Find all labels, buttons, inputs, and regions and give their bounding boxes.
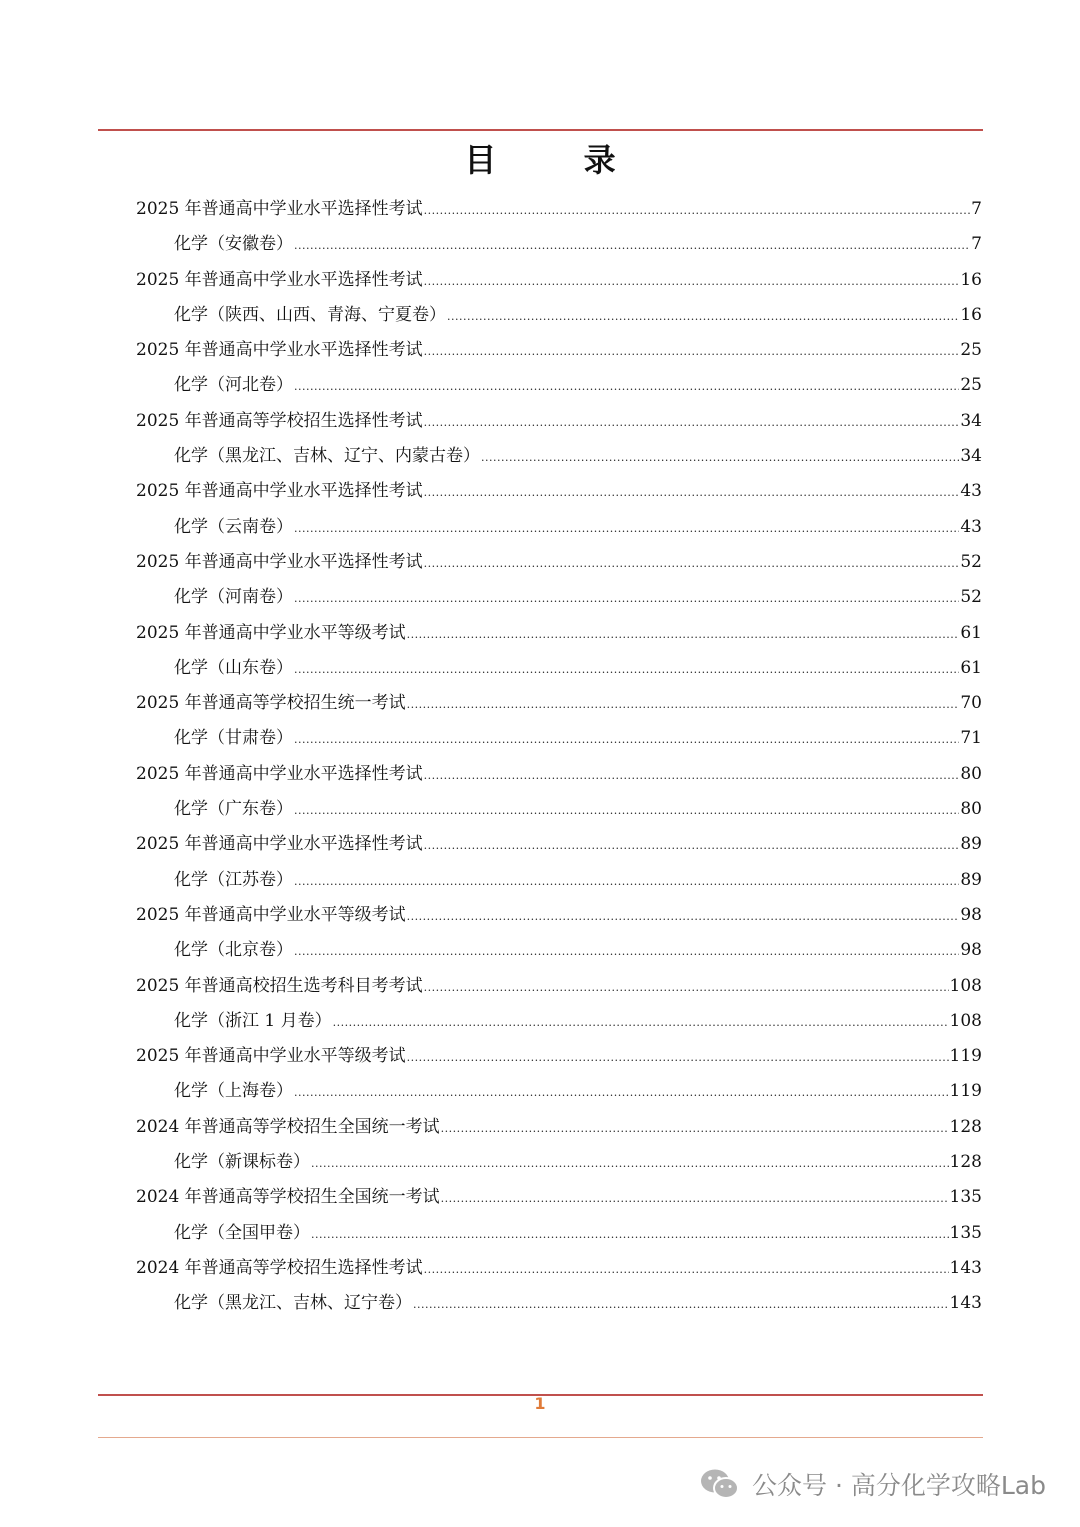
toc-entry-title: 化学（黑龙江、吉林、辽宁卷） <box>174 1293 412 1314</box>
table-of-contents <box>136 192 982 1322</box>
toc-entry-title: 化学（陕西、山西、青海、宁夏卷） <box>174 304 446 325</box>
toc-entry[interactable] <box>136 404 982 439</box>
toc-entry-title: 2025 年普通高中学业水平等级考试 <box>136 622 406 643</box>
toc-dot-leader <box>294 722 959 757</box>
toc-entry-title: 化学（全国甲卷） <box>174 1222 310 1243</box>
toc-entry[interactable] <box>136 969 982 1004</box>
toc-entry[interactable] <box>136 298 982 333</box>
toc-dot-leader <box>481 440 959 475</box>
toc-entry-title: 2025 年普通高中学业水平选择性考试 <box>136 269 423 290</box>
toc-entry-title: 2025 年普通高中学业水平选择性考试 <box>136 481 423 502</box>
toc-entry-title: 2024 年普通高等学校招生全国统一考试 <box>136 1187 440 1208</box>
toc-entry-title: 化学（北京卷） <box>174 940 293 961</box>
toc-entry-title: 化学（甘肃卷） <box>174 728 293 749</box>
toc-entry-page: 135 <box>949 1187 982 1208</box>
toc-entry-title: 2025 年普通高等学校招生统一考试 <box>136 693 406 714</box>
toc-entry-page: 52 <box>960 587 982 608</box>
toc-entry-page: 108 <box>949 1010 982 1031</box>
toc-entry[interactable] <box>136 1251 982 1286</box>
toc-entry-page: 119 <box>949 1046 982 1067</box>
toc-dot-leader <box>424 193 971 228</box>
toc-dot-leader <box>407 687 960 722</box>
toc-entry-title: 化学（广东卷） <box>174 799 293 820</box>
toc-entry-page: 143 <box>949 1293 982 1314</box>
toc-entry-page: 61 <box>960 622 982 643</box>
toc-entry-page: 89 <box>960 834 982 855</box>
toc-entry[interactable] <box>136 1004 982 1039</box>
toc-dot-leader <box>294 864 959 899</box>
toc-dot-leader <box>407 899 960 934</box>
toc-dot-leader <box>333 1005 949 1040</box>
toc-dot-leader <box>294 369 959 404</box>
toc-entry-title: 2025 年普通高校招生选考科目考考试 <box>136 975 423 996</box>
toc-entry-title: 2024 年普通高等学校招生全国统一考试 <box>136 1116 440 1137</box>
wechat-icon <box>698 1466 742 1502</box>
toc-entry-page: 25 <box>960 375 982 396</box>
toc-entry[interactable] <box>136 1145 982 1180</box>
toc-entry[interactable] <box>136 686 982 721</box>
toc-entry[interactable] <box>136 827 982 862</box>
toc-entry-page: 16 <box>960 304 982 325</box>
toc-entry[interactable] <box>136 898 982 933</box>
toc-entry-page: 80 <box>960 799 982 820</box>
toc-dot-leader <box>424 405 960 440</box>
watermark-text: 公众号 · 高分化学攻略Lab <box>752 1471 1046 1500</box>
toc-entry[interactable] <box>136 1074 982 1109</box>
toc-entry-page: 71 <box>960 728 982 749</box>
toc-entry-title: 化学（河南卷） <box>174 587 293 608</box>
toc-entry-page: 34 <box>960 446 982 467</box>
toc-entry-title: 2025 年普通高等学校招生选择性考试 <box>136 410 423 431</box>
toc-entry-title: 化学（江苏卷） <box>174 869 293 890</box>
header-rule <box>98 129 983 131</box>
toc-entry[interactable] <box>136 1216 982 1251</box>
toc-dot-leader <box>424 546 960 581</box>
toc-dot-leader <box>424 828 960 863</box>
toc-entry-title: 2025 年普通高中学业水平选择性考试 <box>136 340 423 361</box>
toc-entry-title: 化学（山东卷） <box>174 657 293 678</box>
toc-dot-leader <box>424 264 960 299</box>
toc-entry-title: 化学（黑龙江、吉林、辽宁、内蒙古卷） <box>174 446 480 467</box>
toc-dot-leader <box>294 1075 949 1110</box>
toc-entry-page: 128 <box>949 1116 982 1137</box>
toc-entry-page: 52 <box>960 551 982 572</box>
toc-entry[interactable] <box>136 1286 982 1321</box>
toc-entry-title: 化学（河北卷） <box>174 375 293 396</box>
page-number: 1 <box>534 1394 546 1413</box>
toc-entry-page: 135 <box>949 1222 982 1243</box>
toc-dot-leader <box>294 793 959 828</box>
toc-entry[interactable] <box>136 933 982 968</box>
toc-entry-page: 89 <box>960 869 982 890</box>
toc-dot-leader <box>441 1111 949 1146</box>
toc-dot-leader <box>447 299 959 334</box>
toc-dot-leader <box>413 1287 949 1322</box>
toc-dot-leader <box>407 617 960 652</box>
toc-dot-leader <box>424 1252 949 1287</box>
toc-entry[interactable] <box>136 333 982 368</box>
toc-entry[interactable] <box>136 651 982 686</box>
toc-dot-leader <box>424 970 949 1005</box>
toc-entry-page: 98 <box>960 940 982 961</box>
toc-dot-leader <box>311 1217 949 1252</box>
toc-entry-page: 143 <box>949 1257 982 1278</box>
toc-dot-leader <box>294 652 959 687</box>
toc-entry[interactable] <box>136 1039 982 1074</box>
toc-entry-page: 128 <box>949 1152 982 1173</box>
toc-dot-leader <box>441 1181 949 1216</box>
toc-dot-leader <box>294 581 959 616</box>
toc-entry[interactable] <box>136 227 982 262</box>
toc-entry-page: 80 <box>960 763 982 784</box>
toc-entry-title: 2024 年普通高等学校招生选择性考试 <box>136 1257 423 1278</box>
toc-entry[interactable] <box>136 757 982 792</box>
footer-rule-bottom <box>98 1437 983 1438</box>
toc-entry-title: 化学（浙江 1 月卷） <box>174 1010 332 1031</box>
toc-dot-leader <box>294 228 970 263</box>
toc-entry-page: 119 <box>949 1081 982 1102</box>
toc-entry[interactable] <box>136 863 982 898</box>
toc-entry-page: 34 <box>960 410 982 431</box>
toc-entry[interactable] <box>136 263 982 298</box>
toc-entry[interactable] <box>136 368 982 403</box>
toc-entry[interactable] <box>136 439 982 474</box>
watermark <box>698 1462 1046 1506</box>
toc-entry[interactable] <box>136 474 982 509</box>
toc-entry-page: 7 <box>971 199 982 219</box>
toc-entry-title: 2025 年普通高中学业水平选择性考试 <box>136 551 423 572</box>
toc-entry-title: 化学（上海卷） <box>174 1081 293 1102</box>
toc-entry-title: 化学（云南卷） <box>174 516 293 537</box>
toc-entry-title: 化学（新课标卷） <box>174 1152 310 1173</box>
toc-dot-leader <box>294 511 959 546</box>
toc-entry[interactable] <box>136 510 982 545</box>
toc-entry-page: 61 <box>960 657 982 678</box>
toc-entry[interactable] <box>136 792 982 827</box>
page-title: 目 录 <box>464 141 654 179</box>
toc-dot-leader <box>424 334 960 369</box>
toc-entry-title: 2025 年普通高中学业水平选择性考试 <box>136 763 423 784</box>
toc-entry-title: 2025 年普通高中学业水平等级考试 <box>136 904 406 925</box>
toc-entry-page: 7 <box>971 234 982 255</box>
toc-entry[interactable] <box>136 1180 982 1215</box>
toc-entry-page: 16 <box>960 269 982 290</box>
toc-entry[interactable] <box>136 580 982 615</box>
toc-dot-leader <box>424 758 960 793</box>
toc-entry-page: 43 <box>960 481 982 502</box>
toc-entry[interactable] <box>136 616 982 651</box>
toc-dot-leader <box>311 1146 949 1181</box>
toc-dot-leader <box>407 1040 949 1075</box>
toc-entry-title: 2025 年普通高中学业水平选择性考试 <box>136 199 423 219</box>
toc-entry-page: 70 <box>960 693 982 714</box>
toc-entry-page: 98 <box>960 904 982 925</box>
toc-entry-title: 2025 年普通高中学业水平等级考试 <box>136 1046 406 1067</box>
toc-entry[interactable] <box>136 545 982 580</box>
toc-entry-title: 2025 年普通高中学业水平选择性考试 <box>136 834 423 855</box>
toc-entry[interactable] <box>136 1110 982 1145</box>
toc-entry-page: 25 <box>960 340 982 361</box>
toc-entry-title: 化学（安徽卷） <box>174 234 293 255</box>
toc-entry-page: 43 <box>960 516 982 537</box>
toc-dot-leader <box>424 475 960 510</box>
toc-entry-page: 108 <box>949 975 982 996</box>
toc-dot-leader <box>294 934 959 969</box>
toc-entry[interactable] <box>136 721 982 756</box>
toc-entry[interactable] <box>136 192 982 227</box>
